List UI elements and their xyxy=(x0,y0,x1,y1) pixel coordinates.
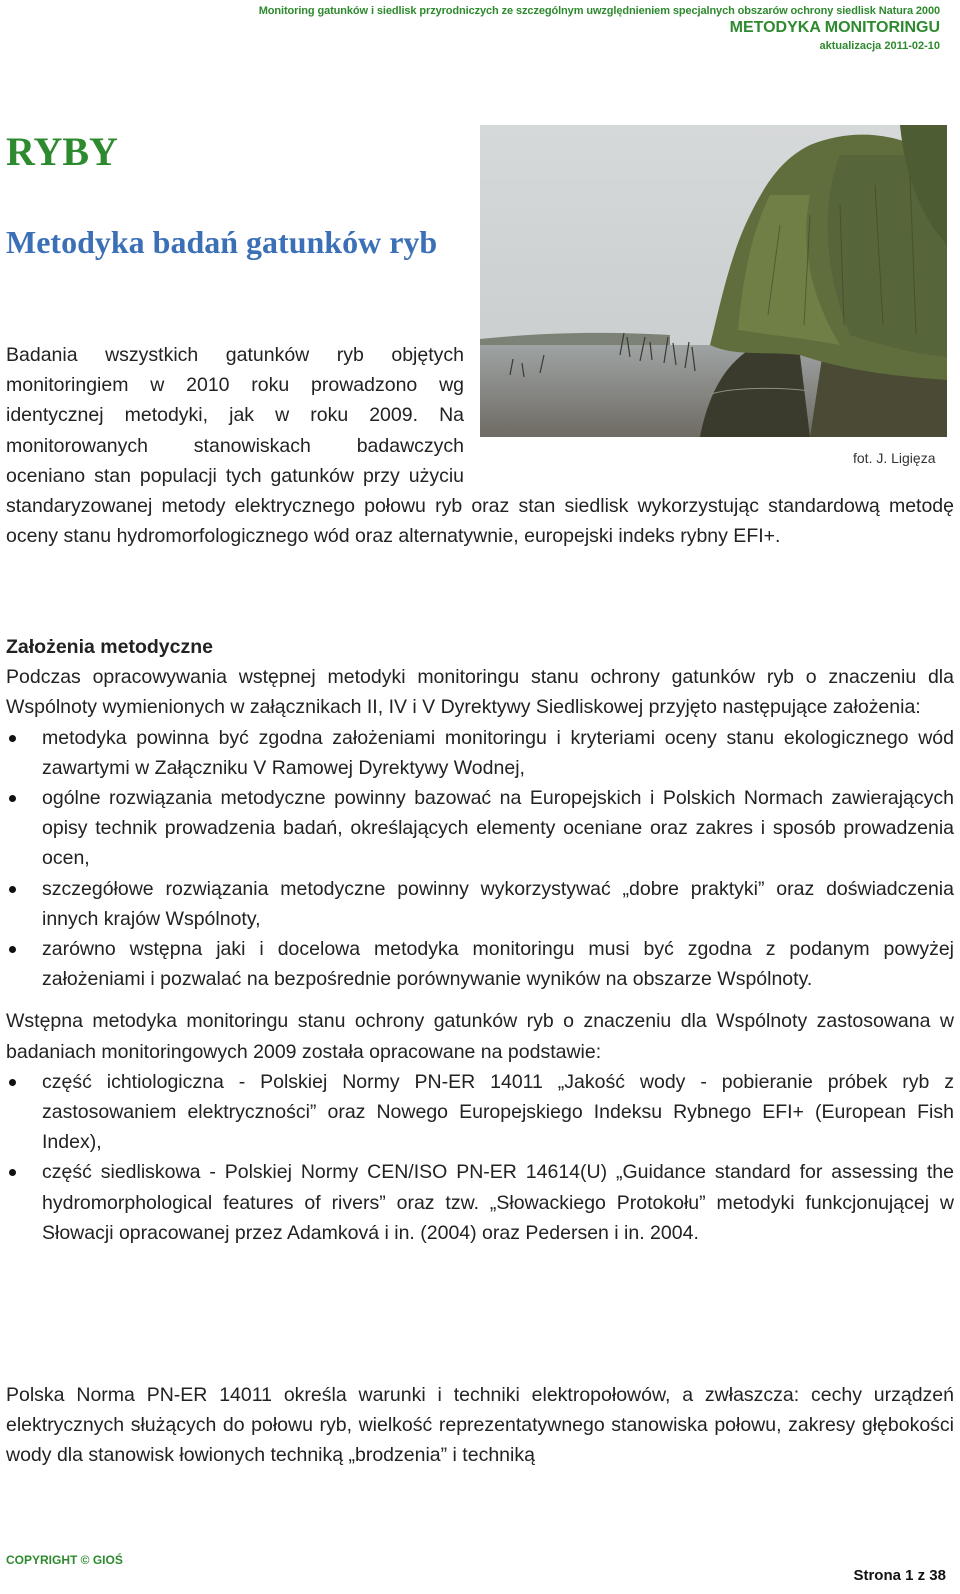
assumptions-paragraph: Podczas opracowywania wstępnej metodyki monitoringu stanu ochrony gatunków ryb o znaczeniu dla Wspólnoty wymienionych w załącznikach II, IV i V Dyrektywy Siedliskowej przyjęto następujące założenia: xyxy=(6,666,954,719)
header-document-type: METODYKA MONITORINGU xyxy=(729,19,940,36)
list-item: metodyka powinna być zgodna założeniami monitoringu i kryteriami oceny stanu ekologicznego wód zawartymi w Załączniku V Ramowej Dyrektywy Wodnej, xyxy=(6,723,954,783)
page-title: RYBY xyxy=(6,129,118,174)
intro-block xyxy=(6,340,954,551)
header-update-date: aktualizacja 2011-02-10 xyxy=(819,40,940,52)
list-item: część ichtiologiczna - Polskiej Normy PN-ER 14011 „Jakość wody - pobieranie próbek ryb z zastosowaniem elektryczności” oraz Nowego Europejskiego Indeksu Rybnego EFI+ (European Fish Index), xyxy=(6,1067,954,1158)
list-item: część siedliskowa - Polskiej Normy CEN/ISO PN-ER 14614(U) „Guidance standard for assessing the hydromorphological features of rivers” oraz tzw. „Słowackiego Protokołu” metodyki funkcjonującej w Słowacji opracowanej przez Adamková i in. (2004) oraz Pedersen i in. 2004. xyxy=(6,1157,954,1248)
footer-page-number: Strona 1 z 38 xyxy=(853,1567,946,1584)
section-heading: Założenia metodyczne xyxy=(6,636,213,658)
intro-paragraph: Badania wszystkich gatunków ryb objętych monitoringiem w 2010 roku prowadzono wg identycznej metodyki, jak w roku 2009. Na monitorowanych stanowiskach badawczych oceniano stan populacji tych gatunków przy użyciu standaryzowanej metody elektrycznego połowu ryb oraz stan siedlisk wykorzystując standardową metodę oceny stanu hydromorfologicznego wód oraz alternatywnie, europejski indeks rybny EFI+. xyxy=(6,344,954,548)
assumptions-list xyxy=(6,723,954,995)
list-item: szczegółowe rozwiązania metodyczne powinny wykorzystywać „dobre praktyki” oraz doświadczenia innych krajów Wspólnoty, xyxy=(6,874,954,934)
header-series-title: Monitoring gatunków i siedlisk przyrodniczych ze szczególnym uwzględnieniem specjalnych obszarów ochrony siedlisk Natura 2000 xyxy=(258,5,940,17)
basis-list xyxy=(6,1067,954,1248)
photo-float-spacer xyxy=(464,340,954,480)
list-item: zarówno wstępna jaki i docelowa metodyka monitoringu musi być zgodna z podanym powyżej założeniami i pozwalać na bezpośrednie porównywanie wyników na obszarze Wspólnoty. xyxy=(6,934,954,994)
standard-paragraph: Polska Norma PN-ER 14011 określa warunki i techniki elektropołowów, a zwłaszcza: cechy urządzeń elektrycznych służących do połowu ryb, wielkość reprezentatywnego stanowiska połowu, zakresy głębokości wody dla stanowisk łowionych techniką „brodzenia” i techniką xyxy=(6,1384,954,1467)
footer-copyright: COPYRIGHT © GIOŚ xyxy=(6,1553,123,1567)
basis-paragraph: Wstępna metodyka monitoringu stanu ochrony gatunków ryb o znaczeniu dla Wspólnoty zastosowana w badaniach monitoringowych 2009 została opracowane na podstawie: xyxy=(6,1010,954,1063)
methodology-section xyxy=(6,632,954,1248)
list-item: ogólne rozwiązania metodyczne powinny bazować na Europejskich i Polskich Normach zawierających opisy technik prowadzenia badań, określających elementy oceniane oraz zakres i sposób prowadzenia ocen, xyxy=(6,783,954,874)
photo-caption: fot. J. Ligięza xyxy=(853,450,936,466)
page-subtitle: Metodyka badań gatunków ryb xyxy=(6,224,438,260)
